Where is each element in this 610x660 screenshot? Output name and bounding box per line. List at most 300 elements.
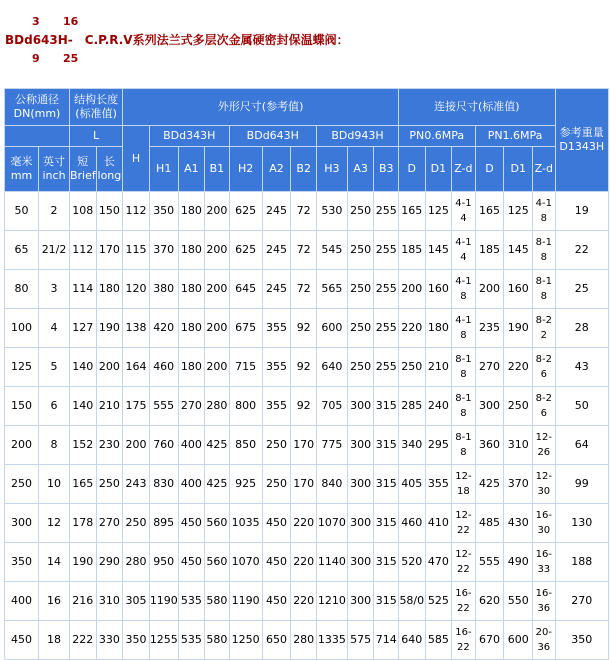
cell-dn-inch: 16 (39, 582, 69, 620)
cell-H2: 1070 (230, 543, 262, 581)
cell-A1: 180 (179, 192, 205, 230)
cell-dn-inch: 14 (39, 543, 69, 581)
cell-H2: 715 (230, 348, 262, 386)
cell-B1: 580 (205, 621, 228, 659)
cell-A2: 250 (263, 465, 291, 503)
cell-height-H: 243 (123, 465, 149, 503)
cell-length-long: 330 (97, 621, 123, 659)
cell-D1-pn16: 125 (504, 192, 532, 230)
title-number-16: 16 (63, 15, 79, 28)
cell-B2: 170 (291, 465, 316, 503)
cell-H2: 800 (230, 387, 262, 425)
cell-weight: 270 (556, 582, 608, 620)
cell-A1: 450 (179, 504, 205, 542)
cell-B1: 200 (205, 192, 228, 230)
cell-Zd-pn16: 12-26 (533, 426, 554, 464)
cell-D1-pn06: 145 (426, 231, 452, 269)
cell-D-pn16: 485 (476, 504, 504, 542)
cell-Zd-pn16: 16-33 (533, 543, 554, 581)
table-row (5, 309, 608, 347)
cell-Zd-pn16: 8-26 (533, 348, 554, 386)
header-Zd-pn06: Z-d (452, 147, 474, 191)
header-Zd-pn16: Z-d (533, 147, 554, 191)
cell-H2: 850 (230, 426, 262, 464)
spec-table (4, 88, 609, 660)
cell-D1-pn06: 160 (426, 270, 452, 308)
table-row (5, 231, 608, 269)
cell-length-brief: 112 (70, 231, 96, 269)
header-bdd943h: BDd943H (317, 126, 398, 146)
cell-H1: 1255 (150, 621, 178, 659)
cell-A3: 575 (348, 621, 374, 659)
cell-H1: 895 (150, 504, 178, 542)
cell-H2: 625 (230, 231, 262, 269)
cell-dn-mm: 300 (5, 504, 38, 542)
title-number-9: 9 (32, 52, 40, 65)
cell-B1: 200 (205, 270, 228, 308)
table-row (5, 621, 608, 659)
cell-H3: 1140 (317, 543, 347, 581)
cell-length-long: 150 (97, 192, 123, 230)
header-nominal-diameter: 公称通径DN(mm) (5, 89, 69, 125)
cell-B1: 280 (205, 387, 228, 425)
cell-length-long: 250 (97, 465, 123, 503)
cell-D-pn06: 200 (399, 270, 425, 308)
cell-D1-pn16: 600 (504, 621, 532, 659)
cell-dn-inch: 12 (39, 504, 69, 542)
header-A2: A2 (263, 147, 291, 191)
cell-length-brief: 140 (70, 348, 96, 386)
cell-Zd-pn16: 8-22 (533, 309, 554, 347)
header-A1: A1 (179, 147, 205, 191)
cell-dn-inch: 5 (39, 348, 69, 386)
cell-D-pn06: 185 (399, 231, 425, 269)
cell-H3: 775 (317, 426, 347, 464)
cell-D-pn06: 640 (399, 621, 425, 659)
cell-Zd-pn06: 12-18 (452, 465, 474, 503)
cell-H1: 1190 (150, 582, 178, 620)
cell-D1-pn06: 180 (426, 309, 452, 347)
cell-Zd-pn16: 8-26 (533, 387, 554, 425)
cell-D-pn06: 58/0 (399, 582, 425, 620)
header-brief: 短Brief (70, 147, 96, 191)
cell-D-pn16: 185 (476, 231, 504, 269)
cell-B3: 255 (374, 192, 398, 230)
cell-B3: 315 (374, 504, 398, 542)
cell-length-brief: 190 (70, 543, 96, 581)
cell-Zd-pn06: 16-22 (452, 582, 474, 620)
cell-weight: 28 (556, 309, 608, 347)
cell-dn-mm: 150 (5, 387, 38, 425)
cell-D1-pn16: 190 (504, 309, 532, 347)
cell-B3: 255 (374, 270, 398, 308)
cell-height-H: 250 (123, 504, 149, 542)
cell-B1: 425 (205, 426, 228, 464)
cell-D1-pn06: 525 (426, 582, 452, 620)
cell-H3: 1210 (317, 582, 347, 620)
cell-H3: 705 (317, 387, 347, 425)
cell-B2: 92 (291, 348, 316, 386)
cell-H3: 545 (317, 231, 347, 269)
cell-D1-pn06: 295 (426, 426, 452, 464)
cell-length-brief: 140 (70, 387, 96, 425)
cell-height-H: 350 (123, 621, 149, 659)
cell-length-long: 210 (97, 387, 123, 425)
cell-D1-pn16: 550 (504, 582, 532, 620)
cell-Zd-pn06: 4-18 (452, 270, 474, 308)
cell-D-pn16: 425 (476, 465, 504, 503)
cell-height-H: 138 (123, 309, 149, 347)
cell-Zd-pn06: 12-22 (452, 543, 474, 581)
cell-D-pn06: 165 (399, 192, 425, 230)
cell-B3: 255 (374, 348, 398, 386)
cell-A2: 245 (263, 192, 291, 230)
cell-D1-pn06: 210 (426, 348, 452, 386)
cell-D-pn16: 360 (476, 426, 504, 464)
cell-A1: 535 (179, 621, 205, 659)
header-H3: H3 (317, 147, 347, 191)
cell-H1: 380 (150, 270, 178, 308)
cell-B2: 92 (291, 309, 316, 347)
cell-length-long: 270 (97, 504, 123, 542)
cell-B2: 72 (291, 270, 316, 308)
cell-length-long: 170 (97, 231, 123, 269)
cell-A2: 650 (263, 621, 291, 659)
cell-A2: 450 (263, 543, 291, 581)
cell-A2: 355 (263, 348, 291, 386)
cell-D-pn16: 300 (476, 387, 504, 425)
cell-D-pn16: 620 (476, 582, 504, 620)
cell-dn-mm: 125 (5, 348, 38, 386)
title-number-25: 25 (63, 52, 79, 65)
cell-dn-inch: 3 (39, 270, 69, 308)
cell-A3: 300 (348, 582, 374, 620)
cell-H2: 925 (230, 465, 262, 503)
cell-D1-pn06: 240 (426, 387, 452, 425)
cell-A1: 535 (179, 582, 205, 620)
cell-weight: 99 (556, 465, 608, 503)
cell-D1-pn06: 125 (426, 192, 452, 230)
cell-B2: 220 (291, 504, 316, 542)
cell-A1: 400 (179, 426, 205, 464)
table-row (5, 426, 608, 464)
cell-Zd-pn06: 4-14 (452, 192, 474, 230)
cell-D-pn06: 460 (399, 504, 425, 542)
cell-Zd-pn06: 12-22 (452, 504, 474, 542)
header-bdd643h: BDd643H (230, 126, 316, 146)
cell-weight: 43 (556, 348, 608, 386)
cell-weight: 25 (556, 270, 608, 308)
cell-H1: 420 (150, 309, 178, 347)
cell-weight: 188 (556, 543, 608, 581)
cell-H3: 600 (317, 309, 347, 347)
cell-B3: 315 (374, 426, 398, 464)
cell-H3: 1070 (317, 504, 347, 542)
cell-length-brief: 216 (70, 582, 96, 620)
cell-H2: 645 (230, 270, 262, 308)
cell-D-pn06: 220 (399, 309, 425, 347)
cell-H3: 640 (317, 348, 347, 386)
cell-length-long: 290 (97, 543, 123, 581)
cell-dn-mm: 50 (5, 192, 38, 230)
cell-A3: 250 (348, 270, 374, 308)
cell-D1-pn16: 310 (504, 426, 532, 464)
table-row (5, 504, 608, 542)
cell-B2: 92 (291, 387, 316, 425)
cell-B1: 200 (205, 348, 228, 386)
header-overall-dimensions: 外形尺寸(参考值) (123, 89, 398, 125)
cell-Zd-pn06: 8-18 (452, 348, 474, 386)
cell-B3: 714 (374, 621, 398, 659)
cell-B3: 315 (374, 387, 398, 425)
cell-D-pn16: 670 (476, 621, 504, 659)
cell-A1: 400 (179, 465, 205, 503)
header-mm: 毫米mm (5, 147, 38, 191)
header-D-pn16: D (476, 147, 504, 191)
cell-dn-inch: 18 (39, 621, 69, 659)
cell-D-pn16: 165 (476, 192, 504, 230)
cell-D1-pn06: 585 (426, 621, 452, 659)
header-inch: 英寸inch (39, 147, 69, 191)
cell-A3: 250 (348, 231, 374, 269)
cell-Zd-pn16: 8-18 (533, 231, 554, 269)
cell-H3: 530 (317, 192, 347, 230)
header-blank (5, 126, 69, 146)
cell-Zd-pn16: 4-18 (533, 192, 554, 230)
cell-D1-pn16: 370 (504, 465, 532, 503)
cell-A3: 250 (348, 348, 374, 386)
cell-A2: 245 (263, 231, 291, 269)
cell-H1: 760 (150, 426, 178, 464)
header-H1: H1 (150, 147, 178, 191)
cell-D-pn16: 555 (476, 543, 504, 581)
cell-dn-mm: 350 (5, 543, 38, 581)
header-structure-length: 结构长度(标准值) (70, 89, 122, 125)
cell-height-H: 115 (123, 231, 149, 269)
cell-length-brief: 127 (70, 309, 96, 347)
cell-dn-inch: 21/2 (39, 231, 69, 269)
cell-length-brief: 165 (70, 465, 96, 503)
table-row (5, 465, 608, 503)
cell-H1: 950 (150, 543, 178, 581)
cell-weight: 64 (556, 426, 608, 464)
cell-B2: 72 (291, 192, 316, 230)
cell-Zd-pn16: 20-36 (533, 621, 554, 659)
table-row (5, 192, 608, 230)
cell-H1: 555 (150, 387, 178, 425)
header-B3: B3 (374, 147, 398, 191)
cell-H2: 625 (230, 192, 262, 230)
cell-dn-inch: 8 (39, 426, 69, 464)
cell-D1-pn06: 410 (426, 504, 452, 542)
cell-A1: 180 (179, 309, 205, 347)
cell-B1: 580 (205, 582, 228, 620)
cell-B1: 200 (205, 309, 228, 347)
cell-B3: 315 (374, 543, 398, 581)
cell-length-brief: 178 (70, 504, 96, 542)
cell-dn-mm: 200 (5, 426, 38, 464)
cell-dn-inch: 4 (39, 309, 69, 347)
cell-A2: 355 (263, 309, 291, 347)
cell-H3: 1335 (317, 621, 347, 659)
cell-D1-pn16: 220 (504, 348, 532, 386)
page-title: BDd643H- C.P.R.V系列法兰式多层次金属硬密封保温蝶阀： (5, 33, 349, 47)
cell-height-H: 120 (123, 270, 149, 308)
cell-D-pn06: 520 (399, 543, 425, 581)
cell-D-pn16: 235 (476, 309, 504, 347)
cell-weight: 22 (556, 231, 608, 269)
cell-A2: 450 (263, 504, 291, 542)
table-body (5, 192, 608, 659)
cell-Zd-pn06: 16-22 (452, 621, 474, 659)
cell-B2: 170 (291, 426, 316, 464)
title-number-3: 3 (32, 15, 40, 28)
header-pn06: PN0.6MPa (399, 126, 475, 146)
cell-weight: 19 (556, 192, 608, 230)
cell-dn-inch: 2 (39, 192, 69, 230)
cell-dn-mm: 65 (5, 231, 38, 269)
cell-H2: 1190 (230, 582, 262, 620)
cell-dn-mm: 450 (5, 621, 38, 659)
cell-B1: 560 (205, 543, 228, 581)
cell-H3: 840 (317, 465, 347, 503)
cell-D-pn06: 250 (399, 348, 425, 386)
header-H2: H2 (230, 147, 262, 191)
cell-A3: 300 (348, 465, 374, 503)
table-row (5, 543, 608, 581)
cell-B3: 255 (374, 309, 398, 347)
cell-length-brief: 222 (70, 621, 96, 659)
cell-H2: 1035 (230, 504, 262, 542)
header-bdd343h: BDd343H (150, 126, 229, 146)
cell-dn-mm: 80 (5, 270, 38, 308)
table-row (5, 270, 608, 308)
cell-length-brief: 108 (70, 192, 96, 230)
cell-H1: 350 (150, 192, 178, 230)
header-B2: B2 (291, 147, 316, 191)
cell-A1: 270 (179, 387, 205, 425)
cell-A2: 450 (263, 582, 291, 620)
cell-H1: 460 (150, 348, 178, 386)
cell-B3: 315 (374, 465, 398, 503)
cell-B2: 220 (291, 543, 316, 581)
cell-B2: 220 (291, 582, 316, 620)
cell-dn-inch: 10 (39, 465, 69, 503)
cell-B3: 255 (374, 231, 398, 269)
cell-Zd-pn06: 8-18 (452, 387, 474, 425)
cell-A3: 300 (348, 387, 374, 425)
cell-H3: 565 (317, 270, 347, 308)
cell-H2: 675 (230, 309, 262, 347)
cell-B1: 425 (205, 465, 228, 503)
cell-D-pn16: 270 (476, 348, 504, 386)
cell-Zd-pn06: 4-14 (452, 231, 474, 269)
cell-A1: 180 (179, 231, 205, 269)
cell-length-long: 190 (97, 309, 123, 347)
cell-height-H: 112 (123, 192, 149, 230)
cell-height-H: 164 (123, 348, 149, 386)
cell-H2: 1250 (230, 621, 262, 659)
table-row (5, 387, 608, 425)
cell-D1-pn16: 160 (504, 270, 532, 308)
cell-height-H: 200 (123, 426, 149, 464)
header-D1-pn16: D1 (504, 147, 532, 191)
cell-dn-mm: 100 (5, 309, 38, 347)
cell-H1: 830 (150, 465, 178, 503)
cell-A3: 250 (348, 309, 374, 347)
cell-A2: 245 (263, 270, 291, 308)
cell-A2: 355 (263, 387, 291, 425)
cell-weight: 50 (556, 387, 608, 425)
header-L: L (70, 126, 122, 146)
header-long: 长long (97, 147, 123, 191)
header-pn16: PN1.6MPa (476, 126, 555, 146)
cell-length-long: 230 (97, 426, 123, 464)
cell-D1-pn16: 145 (504, 231, 532, 269)
cell-D1-pn06: 355 (426, 465, 452, 503)
cell-weight: 350 (556, 621, 608, 659)
cell-Zd-pn16: 12-30 (533, 465, 554, 503)
cell-Zd-pn16: 16-36 (533, 582, 554, 620)
header-A3: A3 (348, 147, 374, 191)
cell-D-pn06: 340 (399, 426, 425, 464)
cell-A3: 300 (348, 543, 374, 581)
header-reference-weight: 参考重量D1343H (556, 89, 608, 191)
cell-D1-pn16: 490 (504, 543, 532, 581)
cell-dn-mm: 400 (5, 582, 38, 620)
header-D-pn06: D (399, 147, 425, 191)
cell-length-long: 310 (97, 582, 123, 620)
cell-length-long: 180 (97, 270, 123, 308)
cell-A3: 250 (348, 192, 374, 230)
cell-Zd-pn16: 16-30 (533, 504, 554, 542)
cell-Zd-pn06: 8-18 (452, 426, 474, 464)
cell-A2: 250 (263, 426, 291, 464)
cell-height-H: 305 (123, 582, 149, 620)
cell-Zd-pn16: 8-18 (533, 270, 554, 308)
cell-H1: 370 (150, 231, 178, 269)
cell-D1-pn16: 250 (504, 387, 532, 425)
cell-A3: 300 (348, 426, 374, 464)
cell-length-long: 200 (97, 348, 123, 386)
cell-height-H: 280 (123, 543, 149, 581)
title-block (0, 0, 610, 88)
cell-B3: 315 (374, 582, 398, 620)
header-connection-dimensions: 连接尺寸(标准值) (399, 89, 555, 125)
cell-weight: 130 (556, 504, 608, 542)
cell-height-H: 175 (123, 387, 149, 425)
cell-B1: 560 (205, 504, 228, 542)
cell-D1-pn16: 430 (504, 504, 532, 542)
cell-B1: 200 (205, 231, 228, 269)
cell-B2: 72 (291, 231, 316, 269)
cell-A1: 180 (179, 270, 205, 308)
cell-A3: 300 (348, 504, 374, 542)
cell-dn-mm: 250 (5, 465, 38, 503)
cell-D1-pn06: 470 (426, 543, 452, 581)
cell-Zd-pn06: 4-18 (452, 309, 474, 347)
cell-D-pn16: 200 (476, 270, 504, 308)
cell-dn-inch: 6 (39, 387, 69, 425)
header-D1-pn06: D1 (426, 147, 452, 191)
table-row (5, 582, 608, 620)
cell-length-brief: 152 (70, 426, 96, 464)
cell-D-pn06: 405 (399, 465, 425, 503)
cell-B2: 280 (291, 621, 316, 659)
header-B1: B1 (205, 147, 228, 191)
table-row (5, 348, 608, 386)
cell-length-brief: 114 (70, 270, 96, 308)
